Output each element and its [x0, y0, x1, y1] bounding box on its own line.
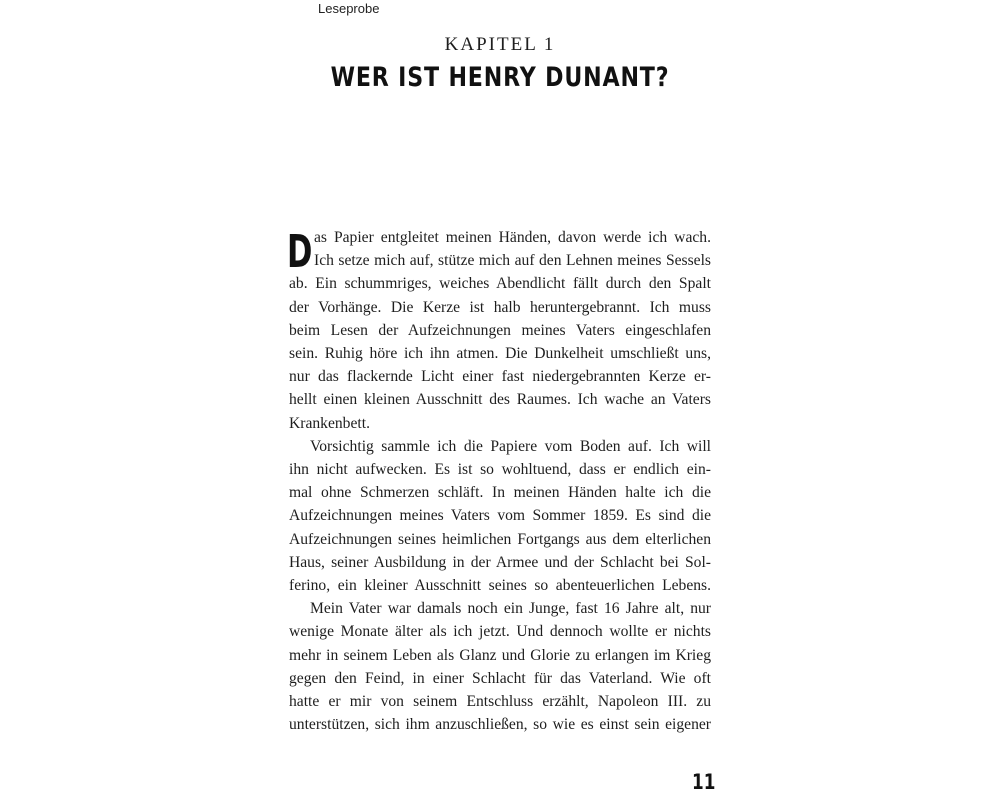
- text-line: unterstützen, sich ihm anzuschließen, so wie es einst sein eigener: [289, 716, 711, 734]
- text-line: Vorsichtig sammle ich die Papiere vom Boden auf. Ich will: [310, 437, 711, 455]
- text-line: Aufzeichnungen seines heimlichen Fortgangs aus dem elterlichen: [289, 530, 711, 548]
- text-line: wenige Monate älter als ich jetzt. Und dennoch wollte er nichts: [289, 623, 711, 641]
- drop-cap: D: [287, 225, 313, 278]
- text-line: gegen den Feind, in einer Schlacht für das Vaterland. Wie oft: [289, 669, 711, 687]
- text-line: der Vorhänge. Die Kerze ist halb heruntergebrannt. Ich muss: [289, 298, 711, 316]
- page-number: 11: [692, 770, 716, 794]
- text-line: hatte er mir von seinem Entschluss erzählt, Napoleon III. zu: [289, 693, 711, 711]
- text-line: ab. Ein schummriges, weiches Abendlicht fällt durch den Spalt: [289, 275, 711, 293]
- text-line: ferino, ein kleiner Ausschnitt seines so abenteuerlichen Lebens.: [289, 577, 711, 595]
- text-line: Haus, seiner Ausbildung in der Armee und der Schlacht bei Sol-: [289, 553, 711, 571]
- chapter-number: KAPITEL 1: [444, 34, 556, 55]
- text-line: Aufzeichnungen meines Vaters vom Sommer 1859. Es sind die: [289, 507, 711, 525]
- preview-label: Leseprobe: [318, 1, 380, 16]
- chapter-title: WER IST HENRY DUNANT?: [330, 62, 670, 93]
- text-line: nur das flackernde Licht einer fast niedergebrannten Kerze er-: [289, 368, 711, 386]
- text-line: ihn nicht aufwecken. Es ist so wohltuend, dass er endlich ein-: [289, 461, 711, 479]
- text-line: hellt einen kleinen Ausschnitt des Raumes. Ich wache an Vaters: [289, 391, 711, 409]
- text-line: sein. Ruhig höre ich ihn atmen. Die Dunkelheit umschließt uns,: [289, 345, 711, 363]
- text-line: mehr in seinem Leben als Glanz und Glorie zu erlangen im Krieg: [289, 646, 711, 664]
- text-line: Mein Vater war damals noch ein Junge, fast 16 Jahre alt, nur: [310, 600, 711, 618]
- text-line: Ich setze mich auf, stütze mich auf den Lehnen meines Sessels: [314, 252, 711, 270]
- text-line: Krankenbett.: [289, 414, 370, 432]
- text-line: mal ohne Schmerzen schläft. In meinen Händen halte ich die: [289, 484, 711, 502]
- text-line: as Papier entgleitet meinen Händen, davon werde ich wach.: [314, 229, 711, 246]
- text-line: beim Lesen der Aufzeichnungen meines Vaters eingeschlafen: [289, 321, 711, 339]
- body-text: [289, 226, 711, 736]
